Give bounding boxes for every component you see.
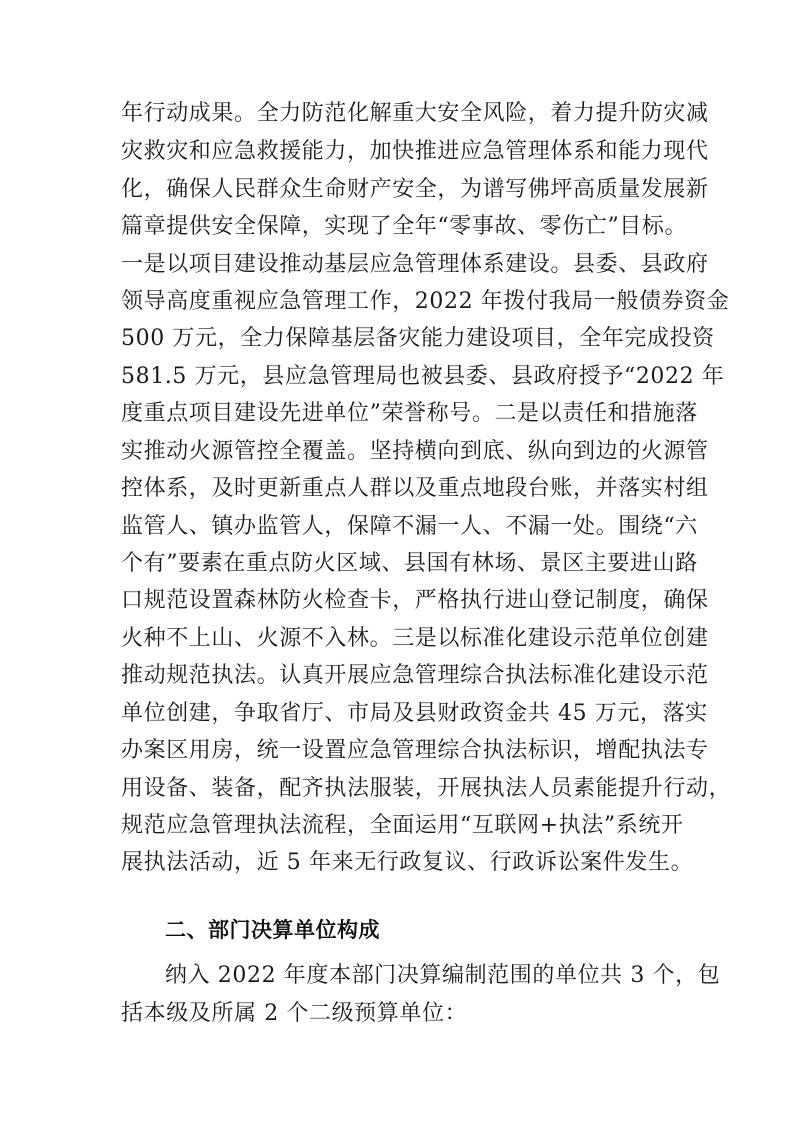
paragraph-line: 展执法活动，近 5 年来无行政复议、行政诉讼案件发生。 [121, 850, 694, 875]
paragraph-line: 火种不上山、火源不入林。三是以标准化建设示范单位创建 [121, 626, 709, 651]
paragraph-line: 化，确保人民群众生命财产安全，为谱写佛坪高质量发展新 [121, 177, 709, 202]
paragraph-line: 括本级及所属 2 个二级预算单位： [121, 1001, 468, 1026]
paragraph-line: 领导高度重视应急管理工作，2022 年拨付我局一般债券资金 [121, 289, 730, 314]
paragraph-line: 推动规范执法。认真开展应急管理综合执法标准化建设示范 [121, 663, 709, 688]
paragraph-line: 500 万元，全力保障基层备灾能力建设项目，全年完成投资 [121, 326, 715, 351]
section-heading: 二、部门决算单位构成 [165, 918, 380, 942]
paragraph-line: 办案区用房，统一设置应急管理综合执法标识，增配执法专 [121, 738, 709, 763]
paragraph-line: 用设备、装备，配齐执法服装，开展执法人员素能提升行动， [121, 776, 732, 801]
paragraph-line: 灾救灾和应急救援能力，加快推进应急管理体系和能力现代 [121, 139, 709, 164]
paragraph-line: 规范应急管理执法流程，全面运用“互联网+执法”系统开 [121, 813, 684, 838]
paragraph-line: 一是以项目建设推动基层应急管理体系建设。县委、县政府 [121, 252, 709, 277]
paragraph-line: 个有”要素在重点防火区域、县国有林场、景区主要进山路 [121, 551, 698, 576]
paragraph-line: 单位创建，争取省厅、市局及县财政资金共 45 万元，落实 [121, 701, 708, 726]
paragraph-line: 纳入 2022 年度本部门决算编制范围的单位共 3 个，包 [165, 963, 721, 988]
paragraph-line: 篇章提供安全保障，实现了全年“零事故、零伤亡”目标。 [121, 214, 688, 239]
paragraph-line: 实推动火源管控全覆盖。坚持横向到底、纵向到边的火源管 [121, 439, 709, 464]
paragraph-line: 口规范设置森林防火检查卡，严格执行进山登记制度，确保 [121, 588, 709, 613]
paragraph-line: 监管人、镇办监管人，保障不漏一人、不漏一处。围绕“六 [121, 514, 698, 539]
paragraph-line: 年行动成果。全力防范化解重大安全风险，着力提升防灾减 [121, 101, 709, 126]
paragraph-line: 度重点项目建设先进单位”荣誉称号。二是以责任和措施落 [121, 401, 698, 426]
paragraph-line: 581.5 万元，县应急管理局也被县委、县政府授予“2022 年 [121, 364, 725, 389]
paragraph-line: 控体系，及时更新重点人群以及重点地段台账，并落实村组 [121, 476, 709, 501]
